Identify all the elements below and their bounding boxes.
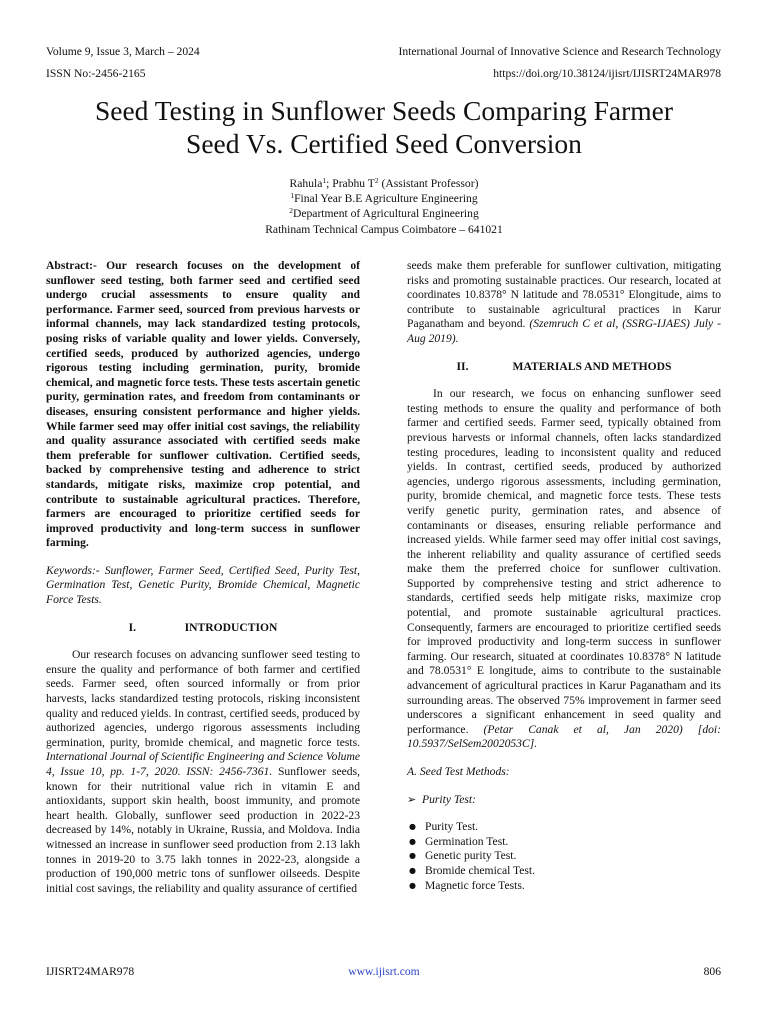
list-item-label: Magnetic force Tests. — [425, 878, 525, 892]
methods-citation: (Petar Canak et al, Jan 2020) [doi: 10.5937/SelSem2002053C]. — [407, 722, 721, 751]
affiliation-1-text: Final Year B.E Agriculture Engineering — [294, 192, 478, 206]
title-line-2: Seed Vs. Certified Seed Conversion — [186, 128, 582, 159]
intro-paragraph — [46, 648, 360, 896]
intro-citation: International Journal of Scientific Engineering and Science Volume 4, Issue 10, pp. 1-7, 2020. ISSN: 2456-7361. — [46, 750, 360, 778]
list-item — [407, 849, 721, 864]
title-line-1: Seed Testing in Sunflower Seeds Comparing Farmer — [94, 95, 674, 126]
affiliation-2-sup: 2 — [289, 206, 293, 216]
right-column — [407, 259, 721, 893]
continuation-text: seeds make them preferable for sunflower cultivation, mitigating risks and promoting sustainable practices. Our research, located at coordinates 10.8378° N latitude and 78.0531° Elongitude, aims to contribute to sustainable agricultural practices in Karur Paganatham and beyond. — [407, 259, 721, 331]
issn: ISSN No:-2456-2165 — [46, 67, 146, 80]
paper-title — [0, 94, 768, 160]
list-item-label: Genetic purity Test. — [425, 849, 517, 863]
bullet-icon: ● — [409, 851, 416, 861]
intro-text-1: Our research focuses on advancing sunflower seed testing to ensure the quality and performance of both farmer and certified seeds. Farmer seed, often sourced informally or from prior harvests, lacks standardized testing protocols, risking inconsistent quality and reduced yields. In contrast, certified seeds, produced by authorized agencies, undergo rigorous assessments including germination, purity, bromide chemical, and magnetic force tests. — [46, 648, 360, 749]
author-names — [0, 176, 768, 191]
affiliation-1-sup: 1 — [290, 191, 295, 201]
affiliation-2 — [0, 206, 768, 221]
list-item — [407, 864, 721, 879]
issue-info: Volume 9, Issue 3, March – 2024 — [46, 45, 200, 58]
affiliation-1 — [0, 191, 768, 206]
author-role: (Assistant Professor) — [378, 177, 479, 190]
methods-paragraph — [407, 387, 721, 752]
list-item — [407, 835, 721, 850]
arrow-item-label: Purity Test: — [422, 792, 477, 806]
list-item-label: Germination Test. — [425, 834, 509, 848]
footer-website-link[interactable]: www.ijisrt.com — [348, 965, 420, 978]
continuation-citation: (Szemruch C et al, (SSRG-IJAES) July - Aug 2019). — [407, 317, 721, 345]
section-heading-introduction — [46, 621, 360, 636]
test-list — [407, 820, 721, 893]
author-2-sup: 2 — [374, 176, 379, 185]
keywords: Keywords:- Sunflower, Farmer Seed, Certified Seed, Purity Test, Germination Test, Genetic Purity, Bromide Chemical, Magnetic Force Tests. — [46, 563, 360, 607]
list-item-label: Purity Test. — [425, 820, 479, 834]
section-heading-materials — [407, 360, 721, 375]
author-block — [0, 176, 768, 237]
section-number: II. — [456, 359, 469, 373]
author-1: Rahula — [289, 177, 323, 190]
left-column — [46, 259, 360, 896]
section-title: MATERIALS AND METHODS — [512, 359, 672, 373]
section-title: INTRODUCTION — [184, 620, 278, 634]
list-item-label: Bromide chemical Test. — [425, 863, 536, 877]
bullet-icon: ● — [409, 865, 416, 875]
campus: Rathinam Technical Campus Coimbatore – 641021 — [265, 222, 503, 236]
list-item — [407, 820, 721, 835]
journal-name: International Journal of Innovative Science and Research Technology — [398, 45, 721, 58]
bullet-icon: ● — [409, 822, 416, 832]
footer-id: IJISRT24MAR978 — [46, 965, 135, 978]
bullet-icon: ● — [409, 836, 416, 846]
intro-continuation — [407, 259, 721, 347]
list-item — [407, 879, 721, 894]
abstract: Abstract:- Our research focuses on the development of sunflower seed testing, both farmer seed and certified seed undergo crucial assessments to ensure quality and performance. Farmer seed, sourced from previous harvests or informal channels, may lack standardized testing protocols, posing risks of variable quality and lower yields. Conversely, certified seeds, produced by authorized agencies, undergo rigorous testing including germination, purity, bromide chemical, and magnetic force tests. These tests ascertain genetic purity, germination rates, and freedom from contaminants or diseases, ensuring consistent performance and higher yields. While farmer seed may offer initial cost savings, the reliability and quality assurance associated with certified seeds make them preferable for sunflower cultivation. Certified seeds, backed by comprehensive testing and adherence to strict standards, mitigate risks, maximize crop potential, and contribute to sustainable agricultural practices. Therefore, farmers are encouraged to prioritize certified seeds for improved productivity and long-term success in sunflower farming. — [46, 259, 360, 550]
bullet-icon: ● — [409, 880, 416, 890]
arrow-bullet-icon: ➢ — [407, 792, 417, 806]
author-2: ; Prabhu T — [326, 177, 375, 190]
author-1-sup: 1 — [322, 176, 327, 185]
arrow-item — [407, 793, 721, 808]
page-number: 806 — [703, 965, 721, 978]
methods-text: In our research, we focus on enhancing sunflower seed testing methods to ensure the quality and performance of both farmer and certified seeds. Farmer seed, typically obtained from previous harvests or informal channels, often lacks standardized testing procedures, leading to inconsistent quality and reduced yields. In contrast, certified seeds, produced by authorized agencies, undergo rigorous assessments, including germination, purity, bromide chemical, and magnetic force tests. These tests verify genetic purity, germination rates, and absence of contaminants or diseases, ensuring reliable performance and increased yields. While farmer seed may offer initial cost savings, the inherent reliability and quality assurance of certified seeds make them the preferred choice for sunflower cultivation. Supported by comprehensive testing and strict adherence to standards, certified seeds help mitigate risks, maximize crop potential, and promote sustainable agricultural practices. Consequently, farmers are encouraged to prioritize certified seeds for improved productivity and long-term success in sunflower farming. Our research, situated at coordinates 10.8378° N latitude and 78.0531° E longitude, aims to contribute to the sustainable advancement of agricultural practices in Karur Paganatham and its surrounding areas. The observed 75% improvement in farmer seed underscores a significant enhancement in seed quality and performance. — [407, 387, 721, 736]
intro-text-2: Sunflower seeds, known for their nutritional value rich in vitamin E and antioxidants, support skin health, boost immunity, and promote heart health. Globally, sunflower seed production in 2022-23 decreased by 14%, notably in Ukraine, Russia, and Moldova. India witnessed an increase in sunflower seed production from 2.13 lakh tonnes in 2019-20 to 3.75 lakh tonnes in 2022-23, alongside a production of 190,000 metric tons of sunflower oilseeds. Despite initial cost savings, the reliability and quality assurance of certified — [46, 765, 361, 895]
subsection-heading: A. Seed Test Methods: — [407, 765, 510, 778]
affiliation-2-text: Department of Agricultural Engineering — [292, 207, 479, 221]
doi-link[interactable]: https://doi.org/10.38124/ijisrt/IJISRT24MAR978 — [493, 67, 721, 80]
section-number: I. — [128, 620, 137, 634]
